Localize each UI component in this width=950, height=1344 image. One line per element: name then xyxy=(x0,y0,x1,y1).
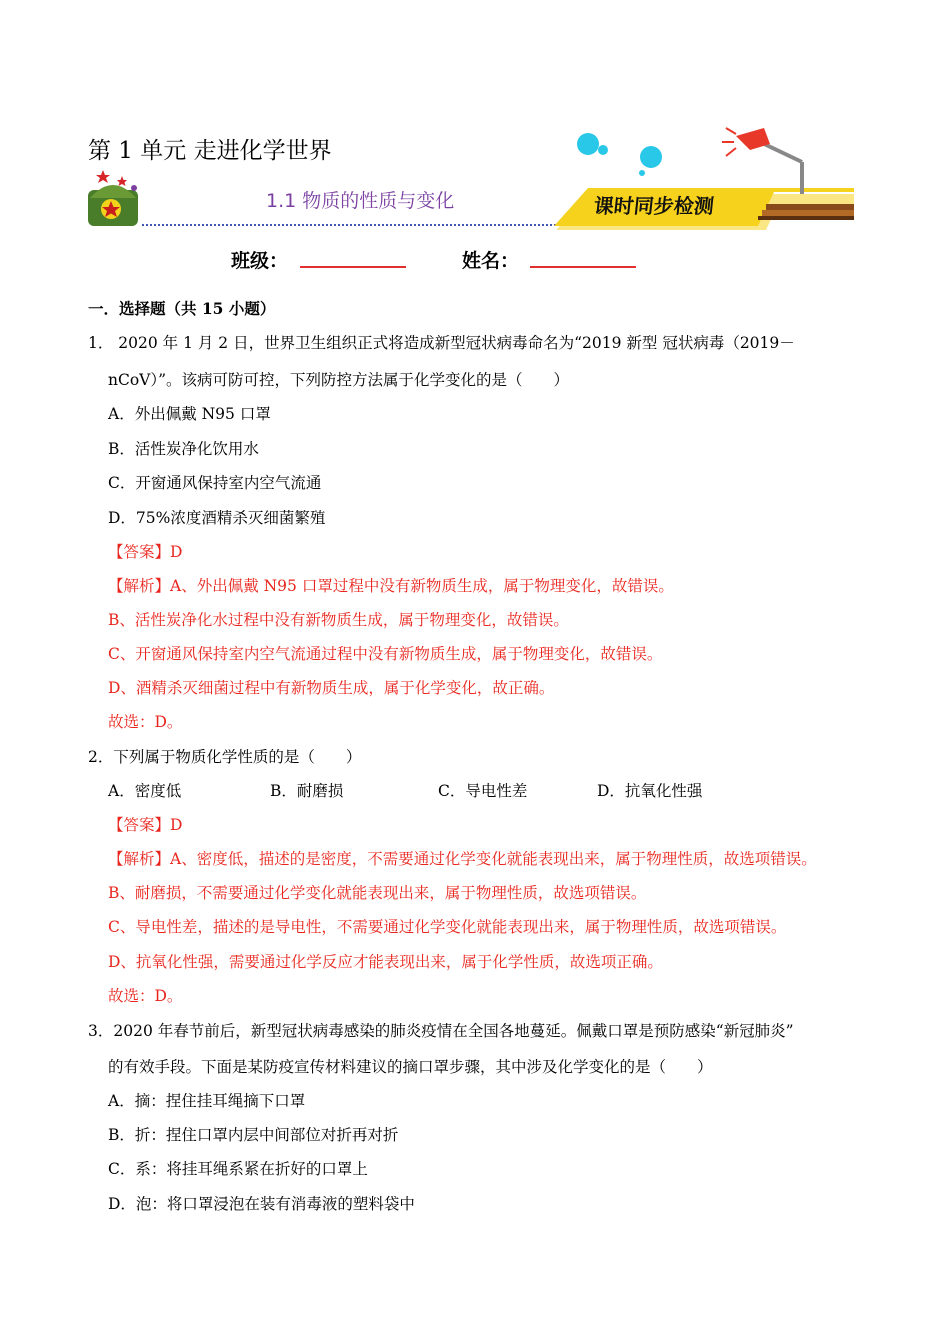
q1-stem-line2: nCoV）”。该病可防可控，下列防控方法属于化学变化的是（ ） xyxy=(108,371,570,389)
banner-text: 课时同步检测 xyxy=(592,194,716,218)
q1-stem-line1: 1． 2020 年 1 月 2 日，世界卫生组织正式将造成新型冠状病毒命名为“2019 新型 冠状病毒（2019－ xyxy=(88,334,795,352)
q2-stem: 2．下列属于物质化学性质的是（ ） xyxy=(88,748,362,766)
q2-answer: 【答案】D xyxy=(108,816,183,834)
q1-analysis-line: C、开窗通风保持室内空气流通过程中没有新物质生成，属于物理变化，故错误。 xyxy=(108,645,663,663)
q1-option: A．外出佩戴 N95 口罩 xyxy=(108,405,271,423)
q3-stem-line1: 3．2020 年春节前后，新型冠状病毒感染的肺炎疫情在全国各地蔓延。佩戴口罩是预防感染“新冠肺炎” xyxy=(88,1022,794,1040)
q1-option: B．活性炭净化饮用水 xyxy=(108,440,259,458)
desk-lamp-icon xyxy=(722,128,802,194)
q2-analysis-line: 故选：D。 xyxy=(108,987,183,1005)
star-emblem-icon xyxy=(88,170,138,226)
q3-option: A．摘：捏住挂耳绳摘下口罩 xyxy=(108,1092,306,1110)
header-banner-graphic xyxy=(86,126,854,232)
q3-option: C．系：将挂耳绳系紧在折好的口罩上 xyxy=(108,1160,368,1178)
section-title: 一．选择题（共 15 小题） xyxy=(88,299,276,318)
q2-option: B．耐磨损 xyxy=(270,782,344,800)
q1-analysis-line: 故选：D。 xyxy=(108,713,183,731)
name-field[interactable] xyxy=(530,266,636,268)
q1-option: C．开窗通风保持室内空气流通 xyxy=(108,474,322,492)
q3-option: B．折：捏住口罩内层中间部位对折再对折 xyxy=(108,1126,399,1144)
q1-analysis-line: D、酒精杀灭细菌过程中有新物质生成，属于化学变化，故正确。 xyxy=(108,679,555,697)
q1-analysis-line: 【解析】A、外出佩戴 N95 口罩过程中没有新物质生成，属于物理变化，故错误。 xyxy=(108,577,674,595)
q2-analysis-line: 【解析】A、密度低，描述的是密度，不需要通过化学变化就能表现出来，属于物理性质，故选项错误。 xyxy=(108,850,817,868)
q2-option: A．密度低 xyxy=(108,782,182,800)
q1-answer: 【答案】D xyxy=(108,543,183,561)
q3-stem-line2: 的有效手段。下面是某防疫宣传材料建议的摘口罩步骤，其中涉及化学变化的是（ ） xyxy=(108,1058,713,1076)
class-label: 班级： xyxy=(231,250,289,272)
q3-option: D．泡：将口罩浸泡在装有消毒液的塑料袋中 xyxy=(108,1195,415,1213)
unit-title: 第 1 单元 走进化学世界 xyxy=(88,138,332,164)
q2-option: D．抗氧化性强 xyxy=(597,782,703,800)
name-label: 姓名： xyxy=(462,250,520,272)
q2-option: C．导电性差 xyxy=(438,782,528,800)
q1-analysis-line: B、活性炭净化水过程中没有新物质生成，属于物理变化，故错误。 xyxy=(108,611,569,629)
q1-option: D．75%浓度酒精杀灭细菌繁殖 xyxy=(108,509,326,527)
q2-analysis-line: D、抗氧化性强，需要通过化学反应才能表现出来，属于化学性质，故选项正确。 xyxy=(108,953,663,971)
class-field[interactable] xyxy=(300,266,406,268)
q2-analysis-line: C、导电性差，描述的是导电性，不需要通过化学变化就能表现出来，属于物理性质，故选项错误。 xyxy=(108,918,787,936)
q2-analysis-line: B、耐磨损，不需要通过化学变化就能表现出来，属于物理性质，故选项错误。 xyxy=(108,884,647,902)
lesson-title: 1.1 物质的性质与变化 xyxy=(266,190,455,212)
